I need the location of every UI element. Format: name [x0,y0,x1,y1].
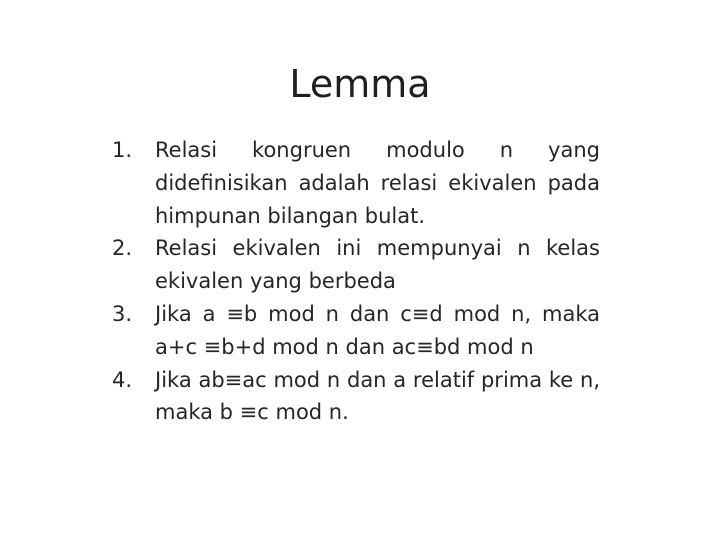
lemma-item-text: Relasi ekivalen ini mempunyai n kelas ekivalen yang berbeda [155,236,600,294]
lemma-item [112,364,600,430]
slide-title: Lemma [289,62,431,106]
lemma-item [112,134,600,232]
lemma-item-text: Jika a ≡b mod n dan c≡d mod n, maka a+c ≡b+d mod n dan ac≡bd mod n [155,301,600,359]
lemma-list [112,134,600,429]
lemma-item-number: 3. [112,301,133,326]
lemma-item [112,298,600,364]
lemma-item-number: 1. [112,138,133,162]
lemma-item-number: 4. [112,367,133,392]
lemma-item-text: Jika ab≡ac mod n dan a relatif prima ke n, maka b ≡c mod n. [155,367,600,425]
lemma-item-number: 2. [112,236,133,261]
lemma-item-text: Relasi kongruen modulo n yang didefinisikan adalah relasi ekivalen pada himpunan bilangan bulat. [155,138,600,228]
lemma-item [112,232,600,298]
